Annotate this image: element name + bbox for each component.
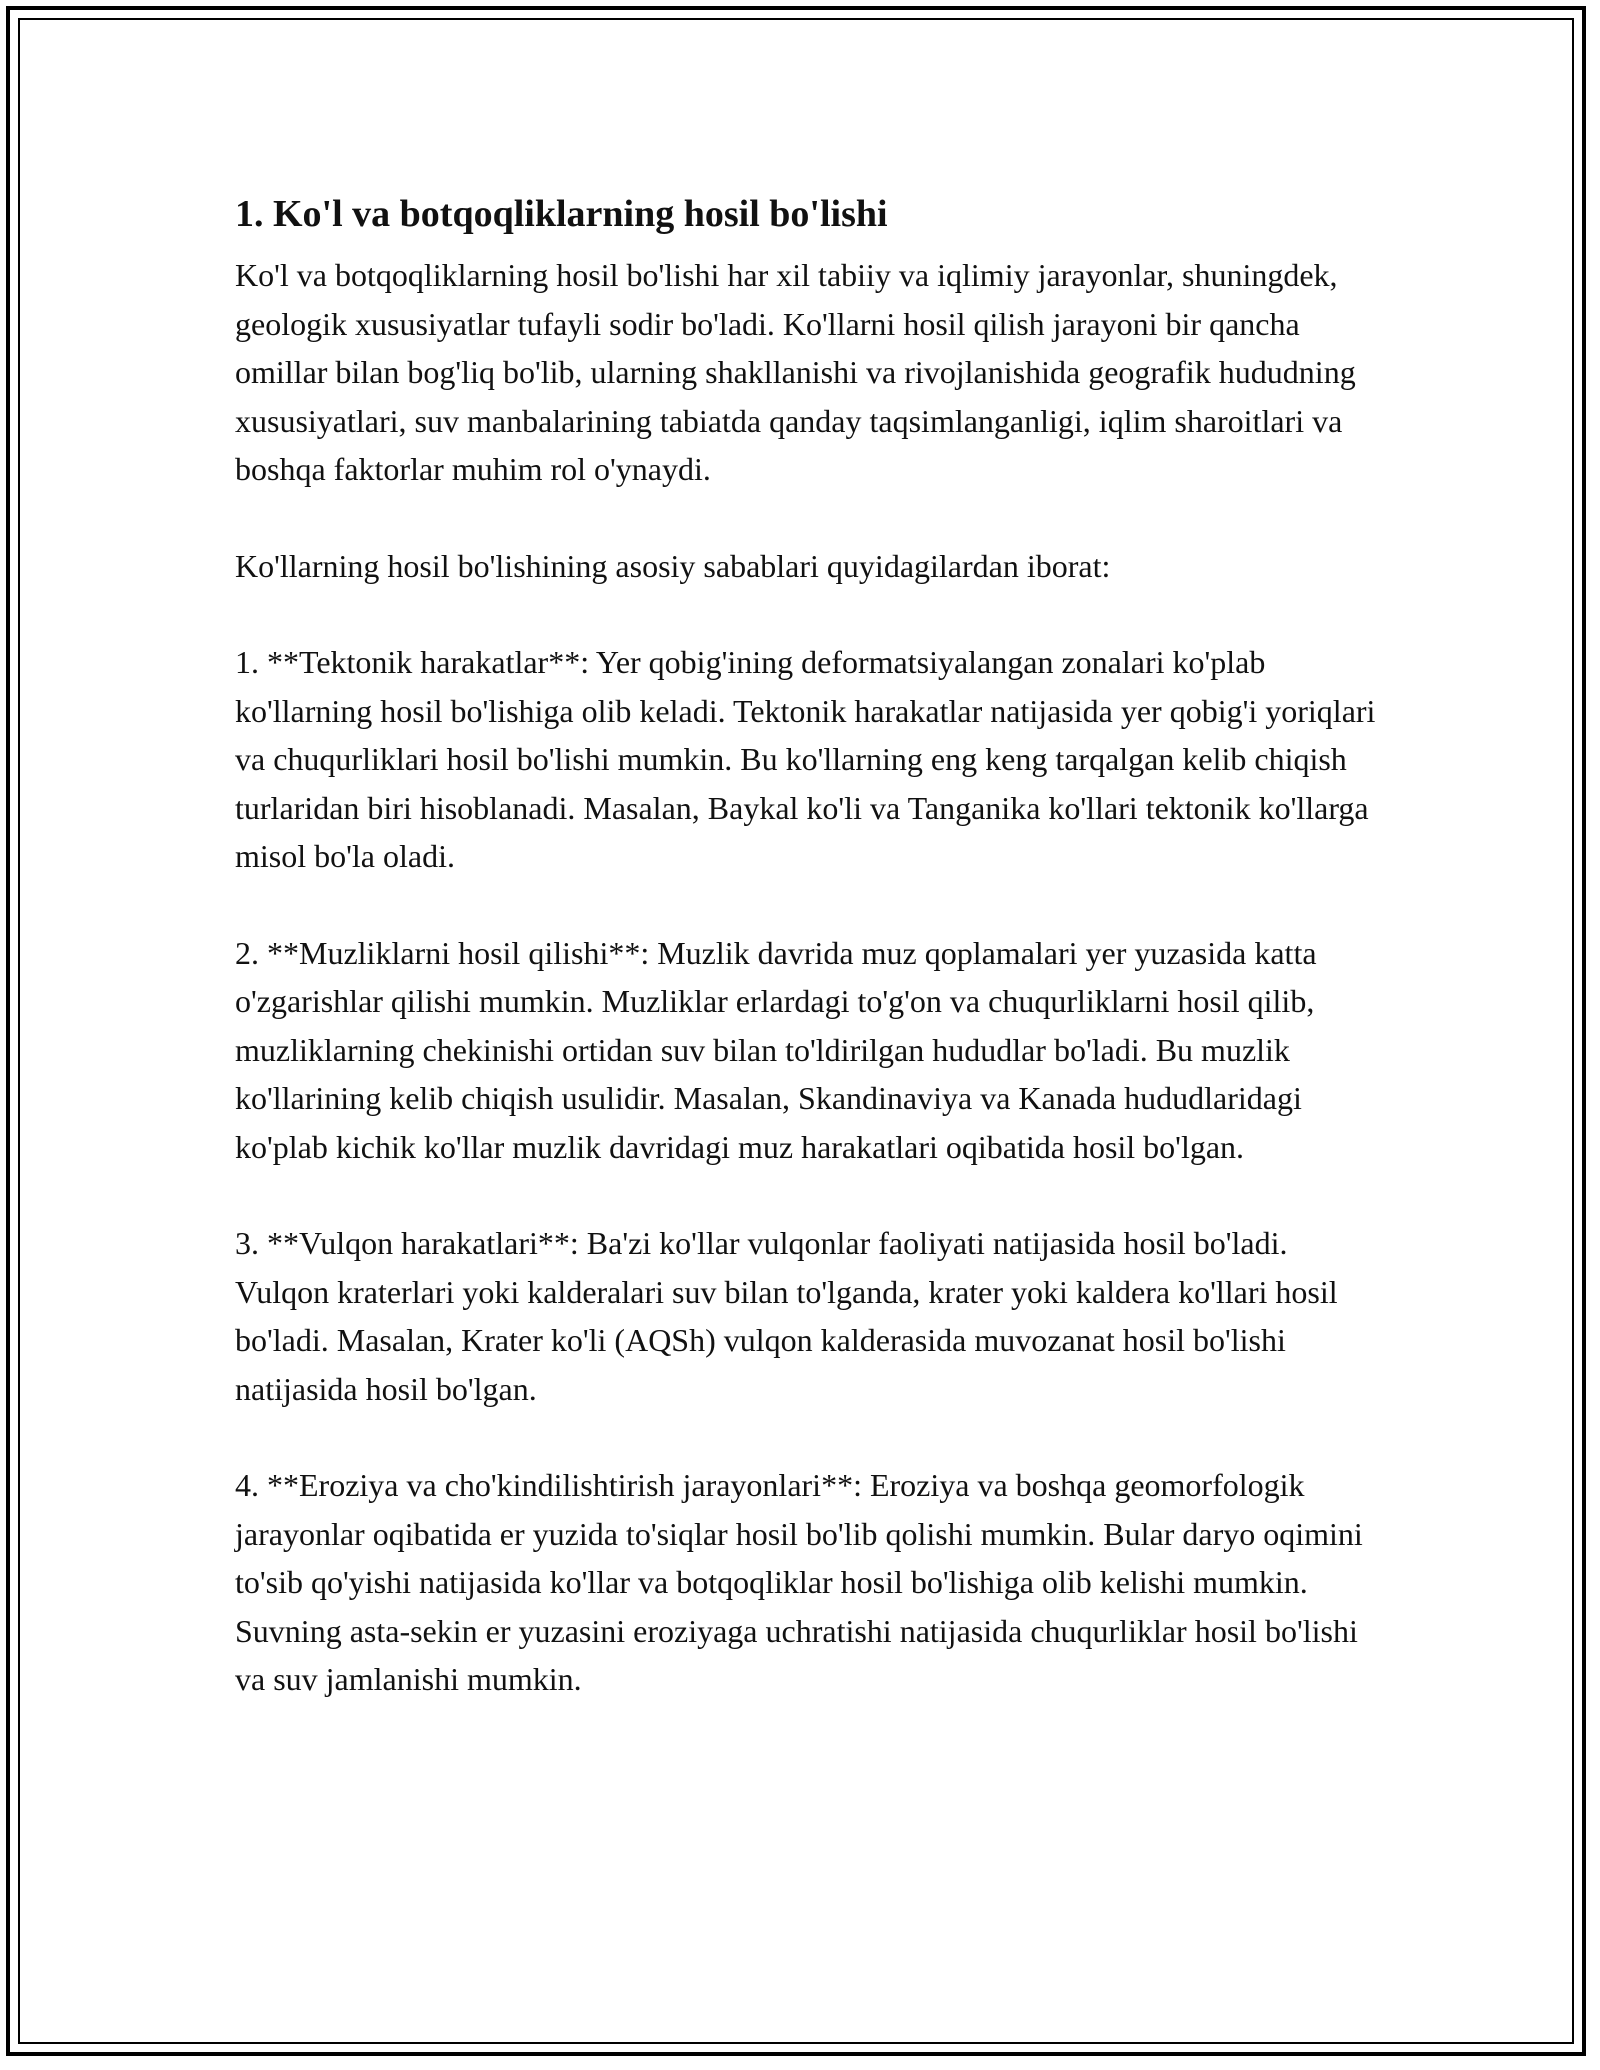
volcanic-paragraph: 3. **Vulqon harakatlari**: Ba'zi ko'llar vulqonlar faoliyati natijasida hosil bo'ladi. Vulqon kraterlari yoki kalderalari suv bilan to'lganda, krater yoki kaldera ko'llari hosil bo'ladi. Masalan, Krater ko'li (AQSh) vulqon kalderasida muvozanat hosil bo'lishi natijasida hosil bo'lgan. — [235, 1225, 1338, 1407]
causes-lead-paragraph: Ko'llarning hosil bo'lishining asosiy sabablari quyidagilardan iborat: — [235, 547, 1111, 584]
erosion-paragraph: 4. **Eroziya va cho'kindilishtirish jarayonlari**: Eroziya va boshqa geomorfologik jarayonlar oqibatida er yuzida to'siqlar hosil bo'lib qolishi mumkin. Bular daryo oqimini to'sib qo'yishi natijasida ko'llar va botqoqliklar hosil bo'lishiga olib kelishi mumkin. Suvning asta-sekin er yuzasini eroziyaga uchratishi natijasida chuqurliklar hosil bo'lishi va suv jamlanishi mumkin. — [235, 1467, 1363, 1697]
document-body — [235, 185, 1385, 1752]
section-heading: 1. Ko'l va botqoqliklarning hosil bo'lishi — [235, 193, 888, 235]
tectonic-paragraph: 1. **Tektonik harakatlar**: Yer qobig'ining deformatsiyalangan zonalari ko'plab ko'llarning hosil bo'lishiga olib keladi. Tektonik harakatlar natijasida yer qobig'i yoriqlari va chuqurliklari hosil bo'lishi mumkin. Bu ko'llarning eng keng tarqalgan kelib chiqish turlaridan biri hisoblanadi. Masalan, Baykal ko'li va Tanganika ko'llari tektonik ko'llarga misol bo'la oladi. — [235, 644, 1376, 874]
intro-paragraph: Ko'l va botqoqliklarning hosil bo'lishi har xil tabiiy va iqlimiy jarayonlar, shuningdek, geologik xususiyatlar tufayli sodir bo'ladi. Ko'llarni hosil qilish jarayoni bir qancha omillar bilan bog'liq bo'lib, ularning shakllanishi va rivojlanishida geografik hududning xususiyatlari, suv manbalarining tabiatda qanday taqsimlanganligi, iqlim sharoitlari va boshqa faktorlar muhim rol o'ynaydi. — [235, 257, 1356, 487]
glacial-paragraph: 2. **Muzliklarni hosil qilishi**: Muzlik davrida muz qoplamalari yer yuzasida katta o'zgarishlar qilishi mumkin. Muzliklar erlardagi to'g'on va chuqurliklarni hosil qilib, muzliklarning chekinishi ortidan suv bilan to'ldirilgan hududlar bo'ladi. Bu muzlik ko'llarining kelib chiqish usulidir. Masalan, Skandinaviya va Kanada hududlaridagi ko'plab kichik ko'llar muzlik davridagi muz harakatlari oqibatida hosil bo'lgan. — [235, 934, 1317, 1165]
